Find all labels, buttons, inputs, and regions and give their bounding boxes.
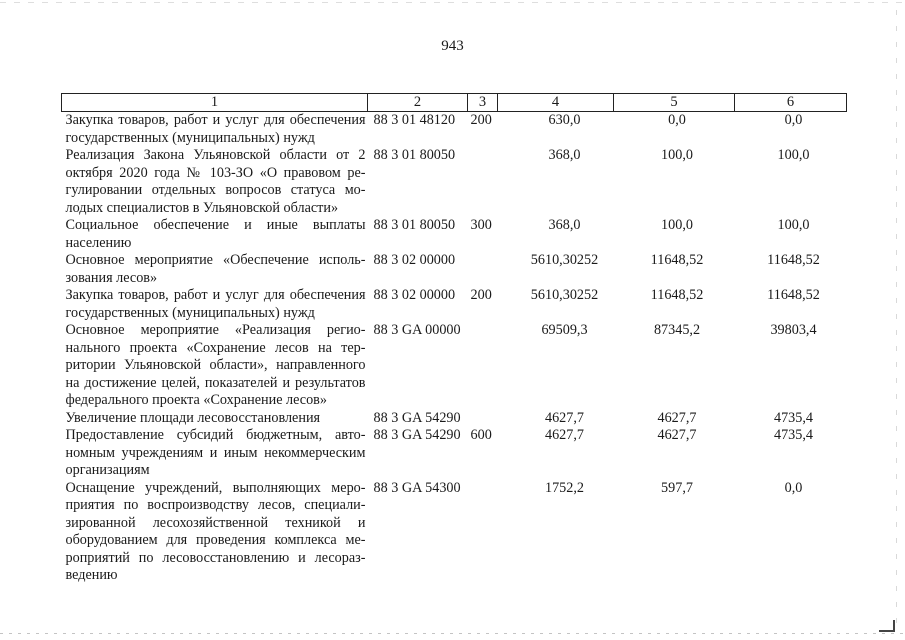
table-row bbox=[62, 287, 847, 322]
row-value-3: 0,0 bbox=[784, 479, 803, 496]
row-name: Закупка товаров, работ и услуг для обеспечения государственных (муниципальных) нужд bbox=[65, 287, 366, 321]
row-value-2: 4627,7 bbox=[657, 427, 697, 443]
row-name: Социальное обеспечение и иные выплаты населению bbox=[65, 217, 366, 251]
row-expense-type bbox=[468, 322, 498, 410]
table-body bbox=[62, 112, 847, 585]
row-value-2: 4627,7 bbox=[657, 409, 697, 426]
page-number: 943 bbox=[441, 38, 464, 54]
row-code: 88 3 01 80050 bbox=[373, 147, 456, 163]
header-col-6: 6 bbox=[735, 94, 847, 112]
row-value-1: 5610,30252 bbox=[530, 252, 599, 268]
row-code: 88 3 01 48120 bbox=[373, 112, 456, 128]
row-value-3: 39803,4 bbox=[770, 322, 817, 338]
row-expense-type: 200 bbox=[470, 287, 492, 303]
row-value-3: 11648,52 bbox=[767, 252, 820, 268]
row-value-2: 100,0 bbox=[661, 217, 693, 233]
row-value-2: 597,7 bbox=[661, 479, 693, 496]
row-code: 88 3 02 00000 bbox=[373, 287, 456, 303]
row-value-2: 11648,52 bbox=[650, 252, 704, 268]
row-value-3: 100,0 bbox=[777, 147, 810, 163]
row-code: 88 3 GA 54290 bbox=[373, 409, 461, 426]
row-value-1: 5610,30252 bbox=[530, 287, 599, 303]
row-value-3: 11648,52 bbox=[767, 287, 820, 303]
table-row bbox=[62, 480, 847, 585]
row-name: Реализация Закона Ульяновской области от 2 октября 2020 года № 103-ЗО «О правовом регулировании отдельных вопросов статуса молодых специалистов в Ульяновской области» bbox=[65, 147, 366, 216]
row-value-1: 69509,3 bbox=[541, 322, 588, 338]
header-col-2: 2 bbox=[368, 94, 468, 112]
row-code: 88 3 02 00000 bbox=[373, 252, 456, 268]
row-value-1: 4627,7 bbox=[544, 409, 584, 426]
table-row bbox=[62, 410, 847, 428]
table-row bbox=[62, 252, 847, 287]
header-row bbox=[62, 94, 847, 112]
table-row bbox=[62, 112, 847, 148]
row-value-3: 4735,4 bbox=[773, 409, 813, 426]
row-value-1: 368,0 bbox=[548, 147, 581, 163]
row-code: 88 3 GA 00000 bbox=[373, 322, 461, 338]
row-code: 88 3 01 80050 bbox=[373, 217, 456, 233]
scan-edge-right bbox=[896, 10, 897, 630]
row-value-3: 4735,4 bbox=[773, 427, 813, 443]
row-value-2: 87345,2 bbox=[653, 322, 701, 338]
row-value-1: 630,0 bbox=[548, 112, 581, 128]
row-name: Предоставление субсидий бюджетным, автономным учреждениям и иным некоммерческим организациям bbox=[65, 427, 366, 478]
header-col-3: 3 bbox=[468, 94, 498, 112]
row-expense-type: 200 bbox=[470, 112, 492, 128]
table-row bbox=[62, 217, 847, 252]
row-code: 88 3 GA 54300 bbox=[373, 479, 461, 496]
row-value-2: 11648,52 bbox=[650, 287, 704, 303]
row-expense-type bbox=[468, 410, 498, 428]
row-code: 88 3 GA 54290 bbox=[373, 427, 461, 443]
scan-edge-top bbox=[0, 2, 905, 3]
row-value-3: 0,0 bbox=[784, 112, 803, 128]
budget-table bbox=[61, 93, 847, 585]
table-row bbox=[62, 427, 847, 480]
row-value-1: 1752,2 bbox=[544, 479, 584, 496]
row-expense-type bbox=[468, 252, 498, 287]
header-col-5: 5 bbox=[614, 94, 735, 112]
row-expense-type bbox=[468, 480, 498, 585]
row-name: Оснащение учреждений, выполняющих мероприятия по воспроизводству лесов, специализированной лесохозяйственной техникой и оборудованием для проведения комплекса мероприятий по лесовосстановлению и лесоразведению bbox=[65, 479, 366, 583]
row-expense-type: 600 bbox=[470, 427, 492, 443]
scan-edge-bottom bbox=[0, 633, 905, 634]
row-value-1: 368,0 bbox=[548, 217, 581, 233]
table-row bbox=[62, 147, 847, 217]
scan-corner-mark bbox=[879, 620, 895, 632]
table-header bbox=[62, 94, 847, 112]
row-value-3: 100,0 bbox=[777, 217, 810, 233]
row-value-1: 4627,7 bbox=[544, 427, 584, 443]
row-value-2: 0,0 bbox=[668, 112, 686, 128]
header-col-1: 1 bbox=[62, 94, 368, 112]
row-name: Закупка товаров, работ и услуг для обеспечения государственных (муниципальных) нужд bbox=[65, 112, 366, 146]
row-expense-type: 300 bbox=[470, 217, 492, 233]
row-name: Основное мероприятие «Реализация регионального проекта «Сохранение лесов на территории Ульяновской области», направленного на достижение целей, показателей и результатов федерального проекта «Сохранение лесов» bbox=[65, 322, 366, 408]
table-row bbox=[62, 322, 847, 410]
row-value-2: 100,0 bbox=[661, 147, 693, 163]
header-col-4: 4 bbox=[498, 94, 614, 112]
row-expense-type bbox=[468, 147, 498, 217]
row-name: Основное мероприятие «Обеспечение использования лесов» bbox=[65, 252, 366, 286]
row-name: Увеличение площади лесовосстановления bbox=[65, 409, 321, 426]
